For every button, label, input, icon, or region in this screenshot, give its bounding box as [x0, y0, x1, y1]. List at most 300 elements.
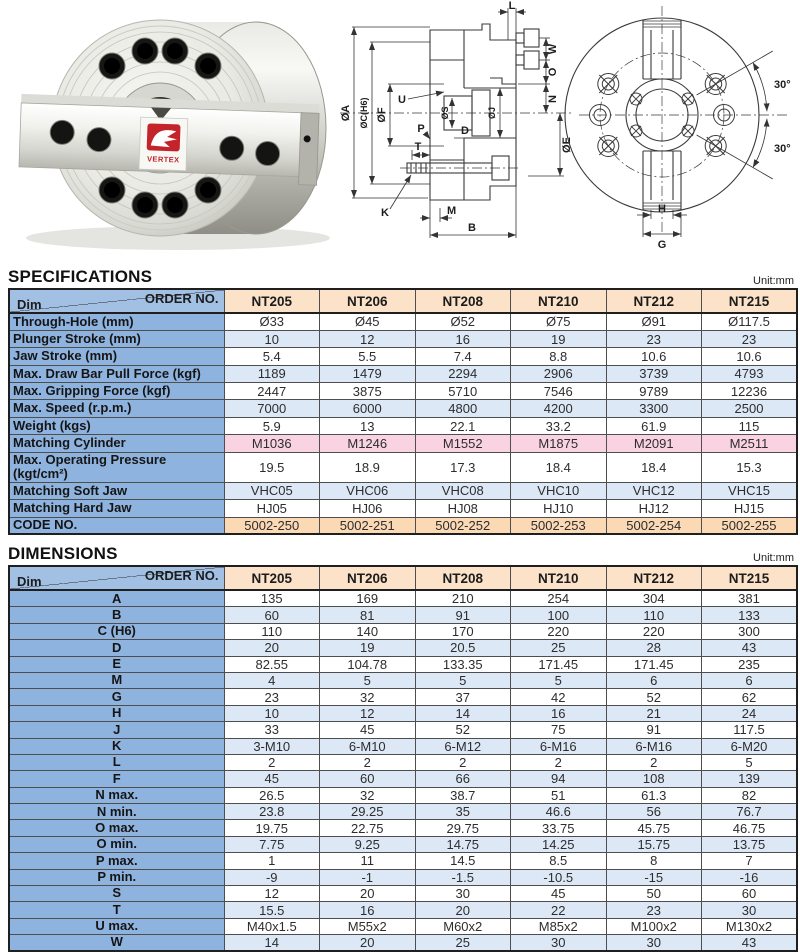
cell: 1 [224, 853, 320, 869]
cell: 381 [702, 590, 798, 607]
cell: 20.5 [415, 640, 511, 656]
dims-table-row-label: S [9, 886, 224, 902]
cell: 29.75 [415, 820, 511, 836]
dim-label-A: ØA [340, 104, 352, 122]
cell: 24 [702, 705, 798, 721]
cell: 12 [320, 330, 416, 347]
spec-table-row-label: Through-Hole (mm) [9, 313, 224, 330]
cell: 3300 [606, 400, 702, 417]
table-row [9, 853, 797, 869]
dims-table-row-label: B [9, 607, 224, 623]
dims-table-row-label: E [9, 656, 224, 672]
dims-table-row-label: J [9, 722, 224, 738]
cell: 46.75 [702, 820, 798, 836]
table-row [9, 771, 797, 787]
spec-table-row-label: Max. Operating Pressure (kgt/cm²) [9, 452, 224, 482]
cell: 3875 [320, 383, 416, 400]
dim-label-L: L [508, 0, 516, 12]
cell: 13 [320, 417, 416, 434]
table-row [9, 452, 797, 482]
cell: VHC06 [320, 482, 416, 499]
cell: 4200 [511, 400, 607, 417]
angle-label-bottom: 30° [774, 143, 791, 155]
cell: 15.75 [606, 836, 702, 852]
cell: 2 [224, 754, 320, 770]
cell: 6000 [320, 400, 416, 417]
dims-table-row-label: O max. [9, 820, 224, 836]
cell: 14 [224, 935, 320, 952]
cell: 115 [702, 417, 798, 434]
spec-table-row-label: CODE NO. [9, 517, 224, 534]
cell: 19.75 [224, 820, 320, 836]
cell: 12 [224, 886, 320, 902]
cell: 6 [702, 672, 798, 688]
table-row [9, 886, 797, 902]
table-row [9, 705, 797, 721]
table-row [9, 820, 797, 836]
vertex-brand-text: VERTEX [146, 154, 180, 165]
cell: 51 [511, 787, 607, 803]
cell: 2447 [224, 383, 320, 400]
cell: HJ06 [320, 500, 416, 517]
cell: 45 [320, 722, 416, 738]
cell: 5002-253 [511, 517, 607, 534]
spec-table-row-label: Weight (kgs) [9, 417, 224, 434]
product-photo [0, 0, 332, 258]
cell: 22.1 [415, 417, 511, 434]
cell: 91 [606, 722, 702, 738]
cell: 5 [511, 672, 607, 688]
cell: 38.7 [415, 787, 511, 803]
cell: 220 [511, 623, 607, 639]
dim-label-F: ØF [376, 107, 388, 123]
spec-unit-label: Unit:mm [753, 275, 794, 287]
cell: 19 [511, 330, 607, 347]
table-row [9, 722, 797, 738]
dimensions-title: DIMENSIONS [8, 544, 118, 564]
cell: VHC08 [415, 482, 511, 499]
cell: VHC10 [511, 482, 607, 499]
table-row [9, 918, 797, 934]
cell: 5002-255 [702, 517, 798, 534]
cell: 60 [224, 607, 320, 623]
cell: HJ15 [702, 500, 798, 517]
cell: Ø33 [224, 313, 320, 330]
cell: VHC15 [702, 482, 798, 499]
cell: 2294 [415, 365, 511, 382]
cell: 3739 [606, 365, 702, 382]
dim-label-D: D [461, 125, 469, 137]
cell: M130x2 [702, 918, 798, 934]
cell: 43 [702, 640, 798, 656]
cell: Ø45 [320, 313, 416, 330]
table-row [9, 623, 797, 639]
spec-table-row-label: Plunger Stroke (mm) [9, 330, 224, 347]
cell: 26.5 [224, 787, 320, 803]
cell: 10 [224, 705, 320, 721]
cell: 235 [702, 656, 798, 672]
dims-header-row [9, 566, 797, 590]
table-row [9, 313, 797, 330]
cell: 20 [224, 640, 320, 656]
dim-label-K: K [381, 207, 389, 219]
cell: M85x2 [511, 918, 607, 934]
cell: 45 [224, 771, 320, 787]
spec-table-col-NT210: NT210 [511, 289, 607, 313]
cell: 20 [320, 886, 416, 902]
cell: 5002-254 [606, 517, 702, 534]
cell: 17.3 [415, 452, 511, 482]
cell: 11 [320, 853, 416, 869]
cell: M1246 [320, 435, 416, 452]
dims-table-row-label: M [9, 672, 224, 688]
table-row [9, 869, 797, 885]
cell: 75 [511, 722, 607, 738]
dim-label-J: ØJ [487, 106, 497, 120]
vertex-logo [139, 117, 188, 171]
table-row [9, 902, 797, 918]
cell: Ø75 [511, 313, 607, 330]
dims-table-col-NT215: NT215 [702, 566, 798, 590]
dimensions-table [8, 565, 798, 952]
table-row [9, 787, 797, 803]
cell: -10.5 [511, 869, 607, 885]
cell: 300 [702, 623, 798, 639]
cell: 117.5 [702, 722, 798, 738]
cell: 30 [606, 935, 702, 952]
dims-table-row-label: O min. [9, 836, 224, 852]
cell: HJ12 [606, 500, 702, 517]
cell: 110 [606, 607, 702, 623]
spec-table-row-label: Max. Gripping Force (kgf) [9, 383, 224, 400]
dims-table-row-label: N min. [9, 804, 224, 820]
cell: 169 [320, 590, 416, 607]
cell: 13.75 [702, 836, 798, 852]
cell: 19 [320, 640, 416, 656]
dim-label-H: H [658, 203, 666, 215]
cell: Ø52 [415, 313, 511, 330]
cell: 43 [702, 935, 798, 952]
cell: 2 [320, 754, 416, 770]
cell: VHC05 [224, 482, 320, 499]
dim-label-B: B [468, 222, 476, 234]
cell: 5 [702, 754, 798, 770]
cell: 50 [606, 886, 702, 902]
table-row [9, 417, 797, 434]
dimensions-header [8, 544, 796, 564]
cell: 7.75 [224, 836, 320, 852]
dims-table-row-label: T [9, 902, 224, 918]
cell: -9 [224, 869, 320, 885]
table-row [9, 836, 797, 852]
table-row [9, 754, 797, 770]
cell: 35 [415, 804, 511, 820]
cell: 10.6 [606, 348, 702, 365]
specifications-title: SPECIFICATIONS [8, 267, 153, 286]
spec-table-col-NT206: NT206 [320, 289, 416, 313]
cell: 4 [224, 672, 320, 688]
cell: 110 [224, 623, 320, 639]
order-no-label: ORDER NO. [144, 291, 219, 306]
cell: 66 [415, 771, 511, 787]
cell: 16 [320, 902, 416, 918]
cell: 45.75 [606, 820, 702, 836]
dims-table-row-label: K [9, 738, 224, 754]
cell: M2091 [606, 435, 702, 452]
specifications-table [8, 288, 798, 535]
dim-label-W: W [547, 43, 559, 55]
dims-table-row-label: L [9, 754, 224, 770]
cell: 21 [606, 705, 702, 721]
dim-label-M: M [447, 205, 457, 217]
cell: 14.5 [415, 853, 511, 869]
table-row [9, 935, 797, 952]
dims-table-row-label: H [9, 705, 224, 721]
spec-table-row-label: Matching Soft Jaw [9, 482, 224, 499]
cell: 8 [606, 853, 702, 869]
cell: -16 [702, 869, 798, 885]
cell: 7 [702, 853, 798, 869]
cell: 5002-252 [415, 517, 511, 534]
dims-table-row-label: F [9, 771, 224, 787]
cell: 210 [415, 590, 511, 607]
cell: 14 [415, 705, 511, 721]
cell: 22 [511, 902, 607, 918]
cell: 108 [606, 771, 702, 787]
cell: 28 [606, 640, 702, 656]
dim-label: Dim [17, 297, 42, 312]
cell: 6-M16 [606, 738, 702, 754]
cell: Ø117.5 [702, 313, 798, 330]
spec-header-row [9, 289, 797, 313]
cell: 171.45 [511, 656, 607, 672]
dim-label: Dim [17, 574, 42, 590]
cell: 9.25 [320, 836, 416, 852]
front-center-lines [579, 6, 789, 234]
cell: 170 [415, 623, 511, 639]
table-row [9, 656, 797, 672]
cell: -1.5 [415, 869, 511, 885]
spec-table-row-label: Max. Draw Bar Pull Force (kgf) [9, 365, 224, 382]
cell: M1036 [224, 435, 320, 452]
order-no-label: ORDER NO. [144, 568, 219, 584]
dims-table-col-NT205: NT205 [224, 566, 320, 590]
cell: 14.25 [511, 836, 607, 852]
cell: -1 [320, 869, 416, 885]
table-row [9, 590, 797, 607]
cell: 5.9 [224, 417, 320, 434]
cell: 7546 [511, 383, 607, 400]
dims-corner-cell [9, 566, 224, 590]
dims-table-row-label: A [9, 590, 224, 607]
cell: 140 [320, 623, 416, 639]
dims-table-row-label: G [9, 689, 224, 705]
dims-table-row-label: U max. [9, 918, 224, 934]
cell: 60 [702, 886, 798, 902]
cell: 2500 [702, 400, 798, 417]
cell: 15.3 [702, 452, 798, 482]
dim-label-C: ØC(H6) [359, 97, 369, 129]
cell: VHC12 [606, 482, 702, 499]
cell: 5 [415, 672, 511, 688]
cell: 33.2 [511, 417, 607, 434]
spec-corner-cell [9, 289, 224, 313]
cell: 30 [511, 935, 607, 952]
dims-table-row-label: W [9, 935, 224, 952]
cell: 82.55 [224, 656, 320, 672]
cell: 29.25 [320, 804, 416, 820]
spec-table-row-label: Matching Cylinder [9, 435, 224, 452]
cell: 30 [415, 886, 511, 902]
table-row [9, 383, 797, 400]
cell: 10 [224, 330, 320, 347]
table-row [9, 365, 797, 382]
cell: 52 [606, 689, 702, 705]
cell: 8.5 [511, 853, 607, 869]
cell: 20 [320, 935, 416, 952]
cell: 82 [702, 787, 798, 803]
spec-table-col-NT205: NT205 [224, 289, 320, 313]
dim-label-P: P [417, 123, 425, 135]
cell: 104.78 [320, 656, 416, 672]
dims-table-row-label: C (H6) [9, 623, 224, 639]
cell: 10.6 [702, 348, 798, 365]
dim-label-O: O [547, 67, 559, 77]
front-view-drawing [577, 0, 800, 258]
cell: 2 [511, 754, 607, 770]
cell: 1189 [224, 365, 320, 382]
cell: -15 [606, 869, 702, 885]
cell: 46.6 [511, 804, 607, 820]
cell: M1875 [511, 435, 607, 452]
cell: 2906 [511, 365, 607, 382]
table-row [9, 500, 797, 517]
cell: 23.8 [224, 804, 320, 820]
table-row [9, 738, 797, 754]
cell: 61.9 [606, 417, 702, 434]
dims-table-row-label: D [9, 640, 224, 656]
cell: 254 [511, 590, 607, 607]
cell: 4800 [415, 400, 511, 417]
cell: 15.5 [224, 902, 320, 918]
cell: 6-M12 [415, 738, 511, 754]
angle-label-top: 30° [774, 79, 791, 91]
cell: 5.4 [224, 348, 320, 365]
cell: 81 [320, 607, 416, 623]
cell: 4793 [702, 365, 798, 382]
cell: 6-M20 [702, 738, 798, 754]
cell: 135 [224, 590, 320, 607]
cell: 22.75 [320, 820, 416, 836]
spec-table-row-label: Matching Hard Jaw [9, 500, 224, 517]
top-illustrations [0, 0, 800, 258]
cell: 25 [415, 935, 511, 952]
cell: 12 [320, 705, 416, 721]
cell: 94 [511, 771, 607, 787]
dim-label-S: ØS [440, 106, 450, 120]
cell: M100x2 [606, 918, 702, 934]
cell: 7.4 [415, 348, 511, 365]
cell: 6-M16 [511, 738, 607, 754]
cell: 9789 [606, 383, 702, 400]
cell: Ø91 [606, 313, 702, 330]
cell: M60x2 [415, 918, 511, 934]
cell: M55x2 [320, 918, 416, 934]
cell: 23 [606, 330, 702, 347]
cell: 19.5 [224, 452, 320, 482]
cell: HJ05 [224, 500, 320, 517]
cell: 42 [511, 689, 607, 705]
table-row [9, 689, 797, 705]
dims-table-row-label: N max. [9, 787, 224, 803]
cell: 37 [415, 689, 511, 705]
dims-table-col-NT206: NT206 [320, 566, 416, 590]
cell: 6-M10 [320, 738, 416, 754]
cell: M1552 [415, 435, 511, 452]
spec-table-row-label: Jaw Stroke (mm) [9, 348, 224, 365]
cell: 8.8 [511, 348, 607, 365]
spec-table-col-NT212: NT212 [606, 289, 702, 313]
table-row [9, 330, 797, 347]
cell: 16 [511, 705, 607, 721]
cell: 25 [511, 640, 607, 656]
cell: 33.75 [511, 820, 607, 836]
cell: 60 [320, 771, 416, 787]
table-row [9, 607, 797, 623]
cell: 23 [702, 330, 798, 347]
table-row [9, 517, 797, 534]
cell: 18.9 [320, 452, 416, 482]
cell: 45 [511, 886, 607, 902]
dims-table-col-NT212: NT212 [606, 566, 702, 590]
cell: 5002-250 [224, 517, 320, 534]
cell: 18.4 [606, 452, 702, 482]
dims-table-col-NT210: NT210 [511, 566, 607, 590]
table-row [9, 400, 797, 417]
cell: 2 [415, 754, 511, 770]
cell: 33 [224, 722, 320, 738]
cell: 7000 [224, 400, 320, 417]
cell: 23 [224, 689, 320, 705]
cell: 220 [606, 623, 702, 639]
cell: 56 [606, 804, 702, 820]
dim-label-E: ØE [561, 137, 573, 153]
cell: 16 [415, 330, 511, 347]
table-row [9, 672, 797, 688]
dims-table-row-label: P min. [9, 869, 224, 885]
cell: 30 [702, 902, 798, 918]
cell: 32 [320, 689, 416, 705]
table-row [9, 640, 797, 656]
table-row [9, 804, 797, 820]
cell: 2 [606, 754, 702, 770]
table-row [9, 482, 797, 499]
cell: HJ08 [415, 500, 511, 517]
dims-unit-label: Unit:mm [753, 552, 794, 565]
specifications-header [8, 267, 796, 287]
spec-table-col-NT208: NT208 [415, 289, 511, 313]
cell: HJ10 [511, 500, 607, 517]
side-dim-labels [340, 0, 573, 234]
cell: 100 [511, 607, 607, 623]
cell: 133.35 [415, 656, 511, 672]
cell: 32 [320, 787, 416, 803]
dims-table-row-label: P max. [9, 853, 224, 869]
cell: 52 [415, 722, 511, 738]
cell: 5.5 [320, 348, 416, 365]
cell: M40x1.5 [224, 918, 320, 934]
dim-label-T: T [414, 141, 422, 153]
